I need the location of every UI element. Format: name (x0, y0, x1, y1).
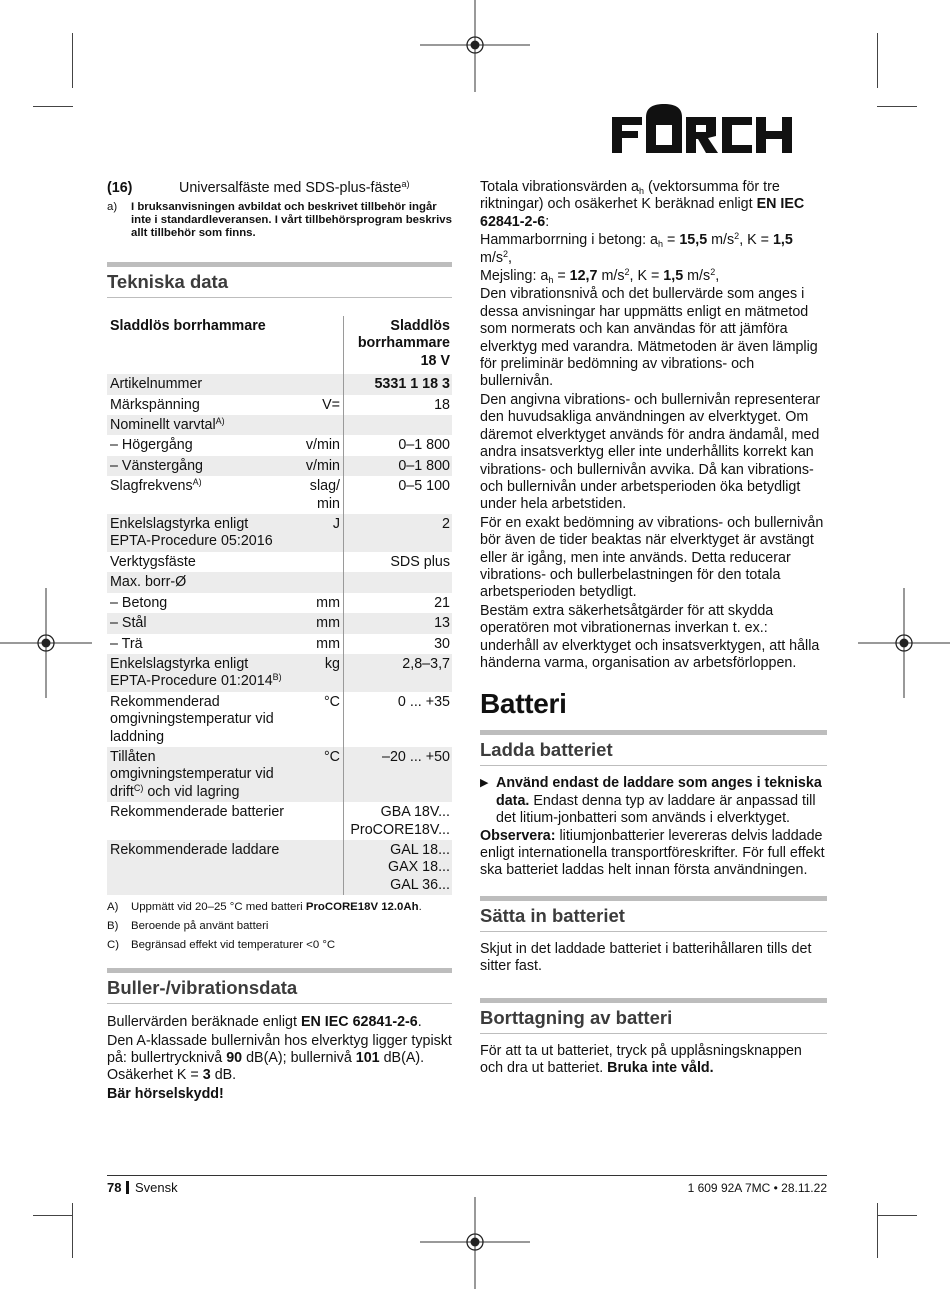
registration-mark-bottom (420, 1197, 530, 1289)
paragraph: Bullervärden beräknade enligt EN IEC 62841-2-6. (107, 1014, 422, 1031)
chapter-title: Batteri (480, 688, 567, 720)
table-row: – Högergång v/min 0–1 800 (107, 435, 452, 455)
table-row: Rekommenderade batterier GBA 18V... ProCORE18V... (107, 802, 452, 840)
warning-text: Bär hörselskydd! (107, 1085, 224, 1102)
paragraph: Hammarborrning i betong: $a_h = 15,5$ $m/s^2$, K = 1,5 $m/s^2$, (480, 231, 793, 266)
table-row: – Trä mm 30 (107, 634, 452, 654)
page-number: 78 Svensk (107, 1180, 178, 1195)
paragraph: Den angivna vibrations- och bullernivån representerar den huvudsakliga användningen av elverktyget. Om däremot elverktyget används för andra ändamål, med andra insatsverktyg eller inte underhållits korrekt kan vibrations- och bullernivån avvika. Då kan vibrations- och bullernivån under arbetsperioden öka betydligt under hela arbetstiden. (480, 391, 821, 513)
left-column (107, 179, 452, 1104)
paragraph: För att ta ut batteriet, tryck på upplåsningsknappen och dra ut batteriet. Bruka inte våld. (480, 1042, 802, 1077)
table-row: Enkelslagstyrka enligt EPTA-Procedure 05:2016 J 2 (107, 514, 452, 552)
table-row: Tillåten omgivningstemperatur vid drift$^{C)}$ och vid lagring °C –20 ... +50 (107, 747, 452, 802)
paragraph: Skjut in det laddade batteriet i batterihållaren tills det sitter fast. (480, 940, 812, 975)
forch-logo (612, 103, 827, 163)
table-row: – Betong mm 21 (107, 593, 452, 613)
section-borttagning (480, 998, 827, 1034)
crop-mark (877, 1215, 917, 1216)
item-16 (107, 179, 452, 197)
bullet-item: ▶ Använd endast de laddare som anges i tekniska data. Endast denna typ av laddare är anpassad till det litium-jonbatteri som används i elverktyget. (480, 775, 822, 827)
table-row: Slagfrekvens$^{A)}$ slag/ min 0–5 100 (107, 476, 452, 514)
paragraph: Bestäm extra säkerhetsåtgärder för att skydda operatören mot vibrationernas inverkan t. ex.: underhåll av elverktyget och insatsverktygen, att hålla händerna varma, organisation av arbetsförloppen. (480, 602, 820, 671)
table-row: – Stål mm 13 (107, 613, 452, 633)
crop-mark (33, 106, 73, 107)
section-title: Ladda batteriet (480, 739, 613, 761)
table-row: Artikelnummer 5331 1 18 3 (107, 374, 452, 394)
crop-mark (877, 1203, 878, 1258)
section-title: Borttagning av batteri (480, 1006, 673, 1028)
table-row: Verktygsfäste SDS plus (107, 552, 452, 572)
crop-mark (877, 33, 878, 88)
crop-mark (72, 1203, 73, 1258)
right-column (480, 179, 827, 1078)
paragraph: För en exakt bedömning av vibrations- och bullernivån bör även de tider beaktas när elverktyget är avstängt eller är igång, men inte används. Detta reducerar vibrations- och bullerbelastningen för den totala arbetsperioden betydligt. (480, 514, 824, 601)
registration-mark-right (858, 588, 950, 698)
crop-mark (33, 1215, 73, 1216)
section-tekniska-data (107, 262, 452, 298)
note-c: C) Begränsad effekt vid temperaturer <0 °C (107, 939, 336, 952)
paragraph: Mejsling: $a_h = 12,7$ $m/s^2$, K = 1,5 $m/s^2$, (480, 267, 720, 286)
section-title: Sätta in batteriet (480, 904, 625, 926)
paragraph: Den A-klassade bullernivån hos elverktyg ligger typiskt på: bullertrycknivå 90 dB(A); bullernivå 101 dB(A). Osäkerhet K = 3 dB. (107, 1032, 452, 1084)
page-footer (107, 1175, 827, 1195)
footnote-a: a) I bruksanvisningen avbildat och beskrivet tillbehör ingår inte i standardleveransen. I vårt tillbehörsprogram beskrivs allt tillbehör som finns. (107, 201, 452, 239)
note-a: A) Uppmätt vid 20–25 °C med batteri ProCORE18V 12.0Ah. (107, 901, 422, 914)
paragraph: Totala vibrationsvärden $a_h$ (vektorsumma för tre riktningar) och osäkerhet K beräknad enligt EN IEC 62841-2-6: (480, 179, 805, 230)
table-row: Rekommenderad omgivningstemperatur vid laddning °C 0 ... +35 (107, 692, 452, 747)
table-row: Nominellt varvtal$^{A)}$ (107, 415, 452, 435)
table-row: – Vänstergång v/min 0–1 800 (107, 456, 452, 476)
section-title: Tekniska data (107, 271, 228, 292)
crop-mark (877, 106, 917, 107)
table-row: Märkspänning V= 18 (107, 395, 452, 415)
table-row: Max. borr-Ø (107, 572, 452, 592)
item-text: Universalfäste med SDS-plus-fäste$^{a)}$ (179, 179, 410, 196)
table-row: Enkelslagstyrka enligt EPTA-Procedure $01:2014^{B)}$ kg 2,8–3,7 (107, 654, 452, 692)
triangle-bullet-icon: ▶ (480, 777, 489, 790)
section-satta (480, 896, 827, 932)
section-buller (107, 968, 452, 1004)
section-title: Buller-/vibrationsdata (107, 977, 298, 999)
document-code: 1 609 92A 7MC • 28.11.22 (687, 1181, 827, 1195)
paragraph: Den vibrationsnivå och det bullervärde som anges i dessa anvisningar har uppmätts enligt en mätmetod som normerats och kan användas för att jämföra elverktyg med varandra. Mätmetoden är även lämplig för preliminär bedömning av vibrations- och bullernivån. (480, 286, 818, 390)
note-b: B) Beroende på använt batteri (107, 920, 269, 933)
table-row: Sladdlös borrhammare Sladdlös borrhammare 18 V (107, 316, 452, 374)
table-notes (107, 901, 452, 952)
paragraph: Observera: litiumjonbatterier levereras delvis laddade enligt internationella transportföreskrifter. För full effekt ska batteriet laddas helt innan första användningen. (480, 827, 825, 879)
table-row: Rekommenderade laddare GAL 18... GAX 18... GAL 36... (107, 840, 452, 895)
technical-data-table (107, 316, 452, 895)
registration-mark-left (0, 588, 92, 698)
registration-mark-top (420, 0, 530, 92)
crop-mark (72, 33, 73, 88)
section-ladda (480, 730, 827, 766)
item-number: (16) (107, 180, 133, 196)
